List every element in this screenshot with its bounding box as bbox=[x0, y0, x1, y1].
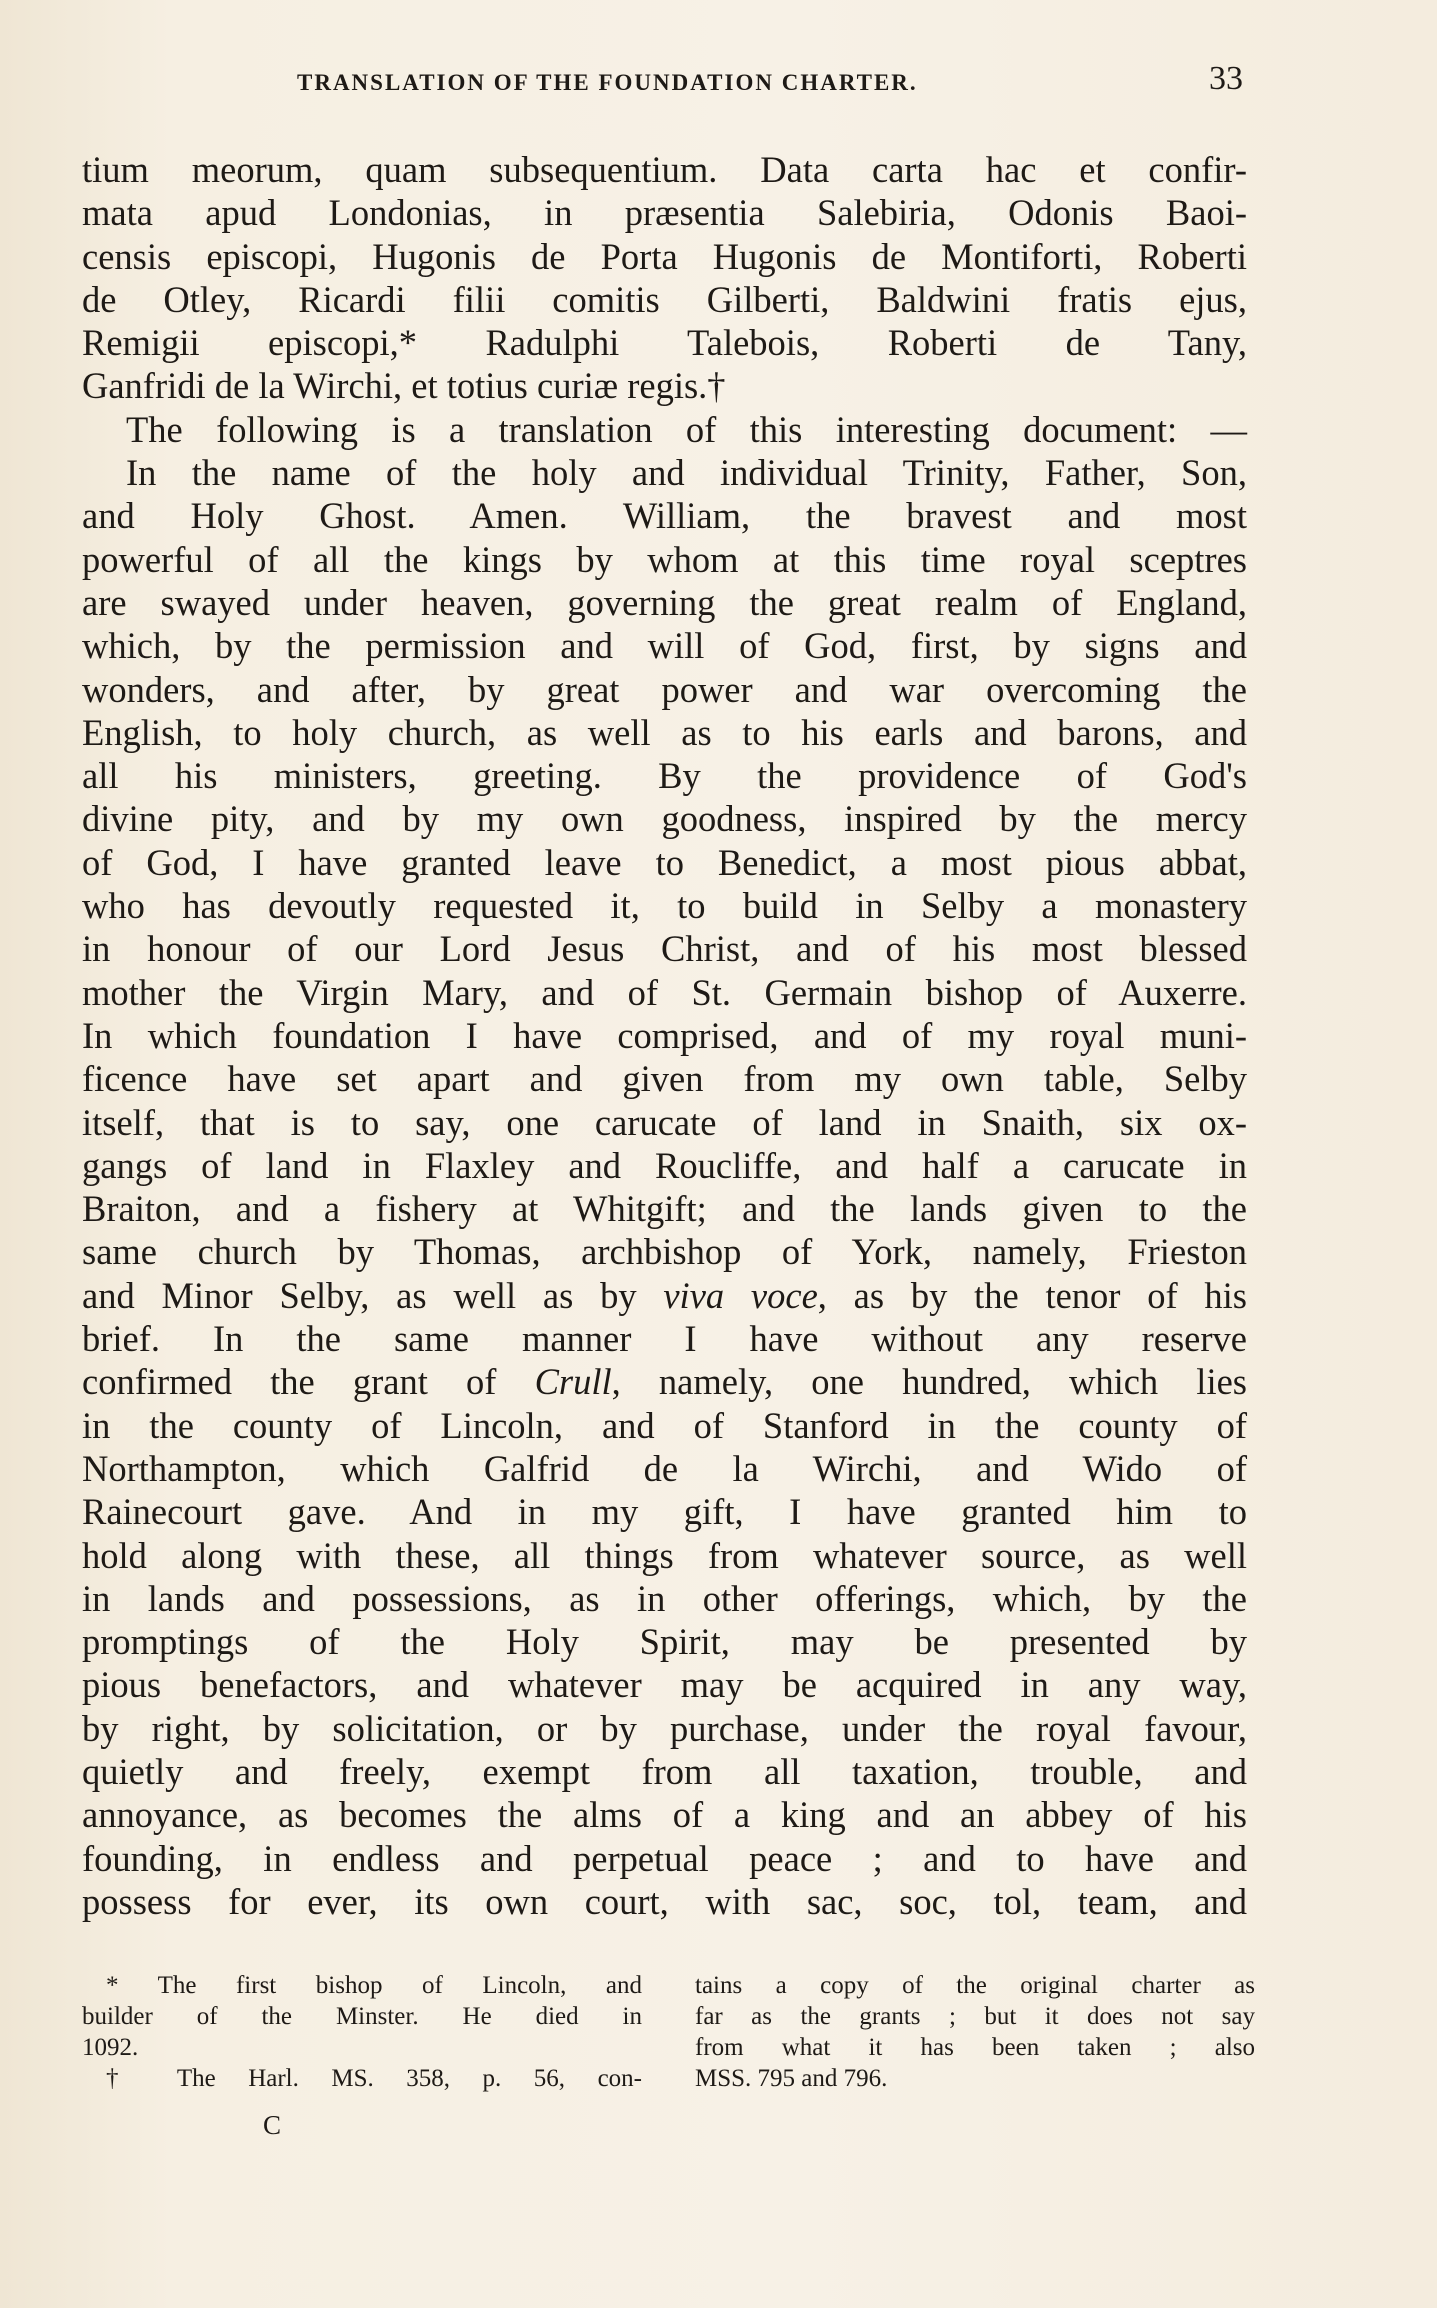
text-line: and Holy Ghost. Amen. William, the bravest and most bbox=[82, 495, 1247, 537]
footnote-line: 1092. bbox=[82, 2034, 139, 2061]
text-line: which, by the permission and will of God, first, by signs and bbox=[82, 625, 1247, 667]
text-line: Braiton, and a fishery at Whitgift; and the lands given to the bbox=[82, 1188, 1247, 1230]
text-line: pious benefactors, and whatever may be acquired in any way, bbox=[82, 1664, 1247, 1706]
text-line: Remigii episcopi,* Radulphi Talebois, Roberti de Tany, bbox=[82, 322, 1247, 364]
signature-mark: C bbox=[263, 2110, 282, 2140]
text-line: hold along with these, all things from whatever source, as well bbox=[82, 1534, 1247, 1576]
text-line: annoyance, as becomes the alms of a king and an abbey of his bbox=[82, 1794, 1247, 1836]
footnote-line: tains a copy of the original charter as bbox=[695, 1972, 1255, 1999]
text-line: promptings of the Holy Spirit, may be presented by bbox=[82, 1621, 1247, 1663]
text-line: confirmed the grant of Crull, namely, one hundred, which lies bbox=[82, 1361, 1247, 1403]
page-number: 33 bbox=[1209, 60, 1243, 97]
text-line: who has devoutly requested it, to build in Selby a monastery bbox=[82, 885, 1247, 927]
text-line: English, to holy church, as well as to his earls and barons, and bbox=[82, 711, 1247, 753]
text-line: brief. In the same manner I have without any reserve bbox=[82, 1318, 1247, 1360]
footnotes bbox=[82, 1970, 1255, 2140]
text-line: of God, I have granted leave to Benedict, a most pious abbat, bbox=[82, 841, 1247, 883]
text-line: Rainecourt gave. And in my gift, I have granted him to bbox=[82, 1491, 1247, 1533]
text-line: powerful of all the kings by whom at this time royal sceptres bbox=[82, 538, 1247, 580]
text-line: censis episcopi, Hugonis de Porta Hugonis de Montiforti, Roberti bbox=[82, 235, 1247, 277]
text-line: Northampton, which Galfrid de la Wirchi, and Wido of bbox=[82, 1447, 1247, 1489]
text-line: divine pity, and by my own goodness, inspired by the mercy bbox=[82, 798, 1247, 840]
text-line: wonders, and after, by great power and war overcoming the bbox=[82, 668, 1247, 710]
text-line: in honour of our Lord Jesus Christ, and of his most blessed bbox=[82, 928, 1247, 970]
running-head: TRANSLATION OF THE FOUNDATION CHARTER. bbox=[297, 70, 918, 95]
text-line: by right, by solicitation, or by purchase, under the royal favour, bbox=[82, 1707, 1247, 1749]
text-line: mata apud Londonias, in præsentia Salebiria, Odonis Baoi- bbox=[82, 192, 1247, 234]
text-line: itself, that is to say, one carucate of land in Snaith, six ox- bbox=[82, 1101, 1247, 1143]
italic-phrase: viva voce bbox=[663, 1274, 818, 1316]
footnote-line: MSS. 795 and 796. bbox=[695, 2065, 888, 2092]
text-line: possess for ever, its own court, with sac, soc, tol, team, and bbox=[82, 1880, 1247, 1922]
footnotes-right-column bbox=[695, 1970, 1255, 2094]
text-line: gangs of land in Flaxley and Roucliffe, and half a carucate in bbox=[82, 1144, 1247, 1186]
text-line: tium meorum, quam subsequentium. Data carta hac et confir- bbox=[82, 149, 1247, 190]
italic-phrase: Crull bbox=[534, 1361, 612, 1403]
footnote-line: builder of the Minster. He died in bbox=[82, 2003, 642, 2030]
footnote-line: far as the grants ; but it does not say bbox=[695, 2003, 1255, 2030]
text-line: founding, in endless and perpetual peace ; and to have and bbox=[82, 1837, 1247, 1879]
text-line: same church by Thomas, archbishop of York, namely, Frieston bbox=[82, 1231, 1247, 1273]
footnote-line: from what it has been taken ; also bbox=[695, 2034, 1255, 2061]
footnotes-left-column bbox=[82, 1970, 642, 2094]
text-line: ficence have set apart and given from my own table, Selby bbox=[82, 1058, 1247, 1100]
text-line: all his ministers, greeting. By the providence of God's bbox=[82, 755, 1247, 797]
text-line: In the name of the holy and individual Trinity, Father, Son, bbox=[126, 452, 1247, 494]
page-header bbox=[82, 62, 1247, 102]
text-line: de Otley, Ricardi filii comitis Gilberti, Baldwini fratis ejus, bbox=[82, 278, 1247, 320]
footnote-line: * The first bishop of Lincoln, and bbox=[106, 1972, 642, 1999]
text-line: Ganfridi de la Wirchi, et totius curiæ regis.† bbox=[82, 365, 726, 407]
text-line: and Minor Selby, as well as by viva voce, as by the tenor of his bbox=[82, 1274, 1247, 1316]
text-line: in lands and possessions, as in other offerings, which, by the bbox=[82, 1577, 1247, 1619]
text-line: in the county of Lincoln, and of Stanford in the county of bbox=[82, 1404, 1247, 1446]
text-line: mother the Virgin Mary, and of St. Germain bishop of Auxerre. bbox=[82, 971, 1247, 1013]
text-line: The following is a translation of this interesting document: — bbox=[126, 408, 1247, 450]
text-line: are swayed under heaven, governing the great realm of England, bbox=[82, 581, 1247, 623]
main-text-block bbox=[82, 148, 1247, 1923]
footnote-line: † The Harl. MS. 358, p. 56, con- bbox=[106, 2065, 642, 2092]
text-line: quietly and freely, exempt from all taxation, trouble, and bbox=[82, 1750, 1247, 1792]
text-line: In which foundation I have comprised, and of my royal muni- bbox=[82, 1014, 1247, 1056]
